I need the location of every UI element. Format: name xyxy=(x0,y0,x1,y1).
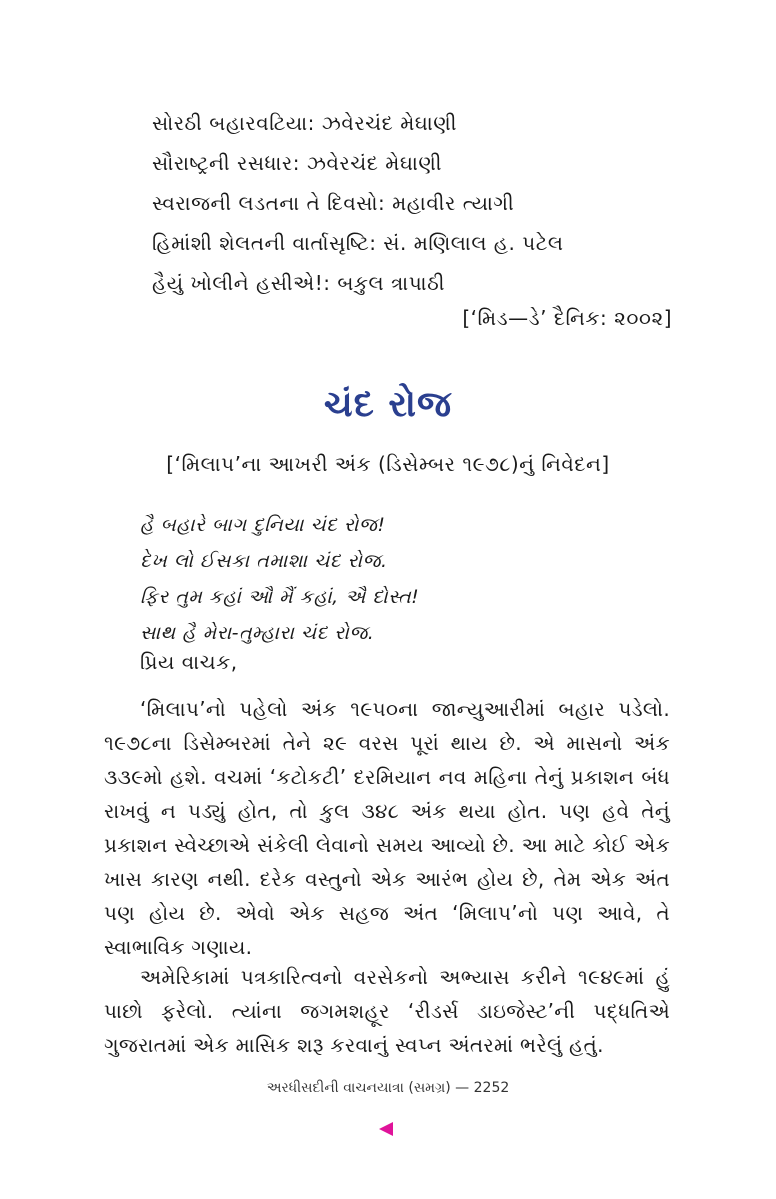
book-list xyxy=(152,103,712,303)
body-paragraph: ‘મિલાપ’નો પહેલો અંક ૧૯૫૦ના જાન્યુઆરીમાં બહાર પડેલો. ૧૯૭૮ના ડિસેમ્બરમાં તેને ૨૯ વરસ પૂરાં થાય છે. એ માસનો અંક ૩૩૯મો હશે. વચમાં ‘કટોકટી’ દરમિયાન નવ મહિના તેનું પ્રકાશન બંધ રાખવું ન પડ્યું હોત, તો કુલ ૩૪૮ અંક થયા હોત. પણ હવે તેનું પ્રકાશન સ્વેચ્છાએ સંકેલી લેવાનો સમય આવ્યો છે. આ માટે કોઈ એક ખાસ કારણ નથી. દરેક વસ્તુનો એક આરંભ હોય છે, તેમ એક અંત પણ હોય છે. એવો એક સહજ અંત ‘મિલાપ’નો પણ આવે, તે સ્વાભાવિક ગણાય. xyxy=(104,697,670,959)
article-title: ચંદ રોજ xyxy=(323,384,453,425)
book-list-item: હિમાંશી શેલતની વાર્તાસૃષ્ટિ: સં. મણિલાલ હ. પટેલ xyxy=(152,231,564,255)
poem-line: ફિર તુમ કહાં ઔ મૈં કહાં, ઐ દોસ્ત! xyxy=(140,586,420,608)
poem-line: સાથ હૈ મેરા-તુમ્હારા ચંદ રોજ. xyxy=(140,622,375,644)
book-list-item: સોરઠી બહારવટિયા: ઝવેરચંદ મેઘાણી xyxy=(152,111,457,135)
article-subtitle: [‘મિલાપ’ના આખરી અંક (ડિસેમ્બર ૧૯૭૮)નું નિવેદન] xyxy=(166,452,610,476)
salutation: પ્રિય વાચક, xyxy=(140,650,238,674)
previous-page-arrow-icon[interactable] xyxy=(379,1122,393,1136)
page-footer: અરધીસદીની વાચનયાત્રા (સમગ્ર) — 2252 xyxy=(266,1080,510,1096)
source-citation: [‘મિડ—ડે’ દૈનિક: ૨૦૦૨] xyxy=(462,306,672,330)
body-paragraph: અમેરિકામાં પત્રકારિત્વનો વરસેકનો અભ્યાસ કરીને ૧૯૪૯માં હું પાછો ફરેલો. ત્યાંના જગમશહૂર ‘રીડર્સ ડાઇજેસ્ટ’ની પદ્ધતિએ ગુજરાતમાં એક માસિક શરૂ કરવાનું સ્વપ્ન અંતરમાં ભરેલું હતું. xyxy=(104,965,670,1057)
poem-line: હૈ બહારે બાગ દુનિયા ચંદ રોજ! xyxy=(140,514,386,536)
book-list-item: સ્વરાજની લડતના તે દિવસો: મહાવીર ત્યાગી xyxy=(152,191,515,215)
book-list-item: હૈયું ખોલીને હસીએ!: બકુલ ત્રાપાઠી xyxy=(152,271,445,295)
book-list-item: સૌરાષ્ટ્રની રસધાર: ઝવેરચંદ મેઘાણી xyxy=(152,151,443,175)
poem-line: દેખ લો ઈસકા તમાશા ચંદ રોજ. xyxy=(140,550,388,572)
poem xyxy=(140,507,419,651)
